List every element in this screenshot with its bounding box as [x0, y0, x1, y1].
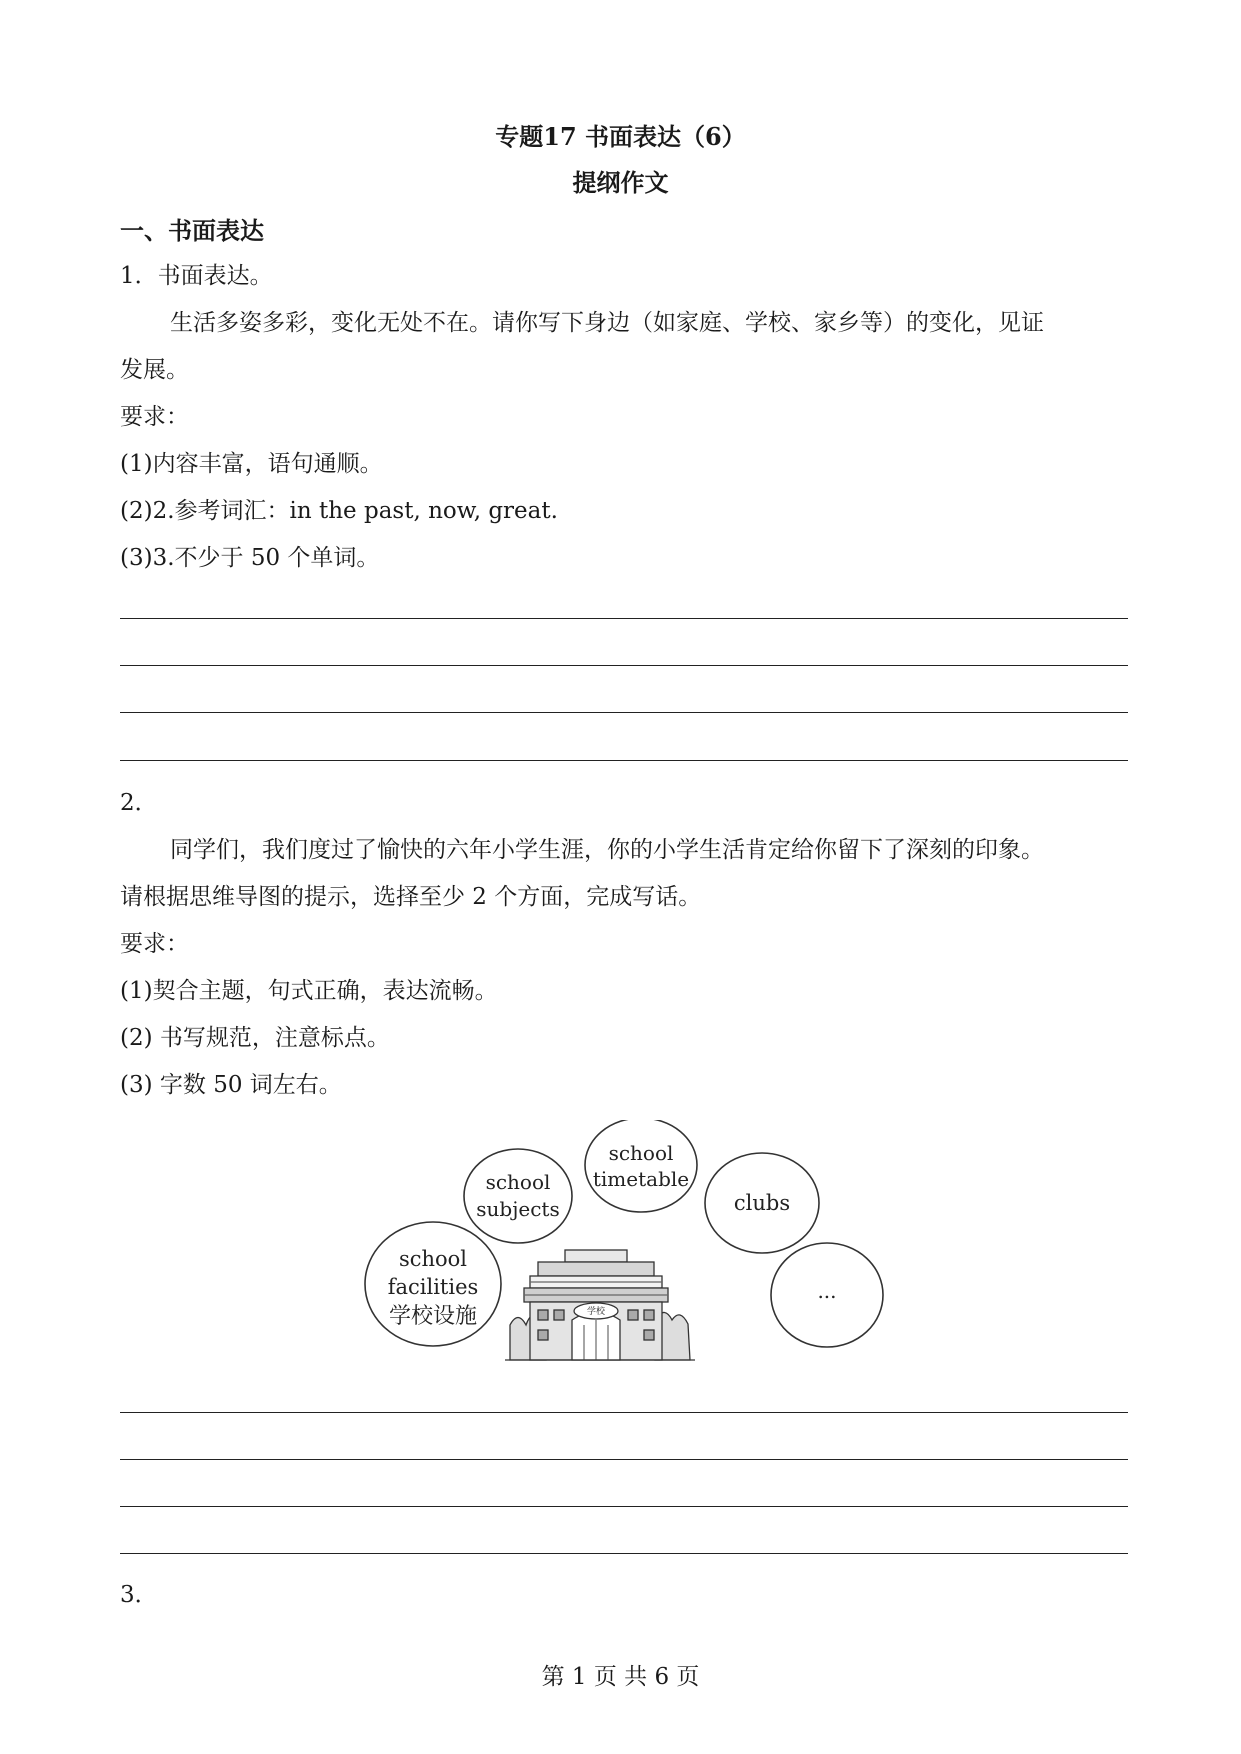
q1-prompt-line2: 发展。 [120, 357, 189, 383]
bubble-subjects-text-2: subjects [476, 1197, 560, 1221]
bubble-timetable-text-1: school [608, 1141, 674, 1165]
q1-requirement-2: (2)2.参考词汇：in the past, now, great. [120, 498, 558, 524]
bubble-facilities-text-1: school [398, 1247, 468, 1271]
q2-answer-line-4[interactable] [120, 1553, 1128, 1554]
q1-answer-line-3[interactable] [120, 712, 1128, 713]
q1-requirement-3: (3)3.不少于 50 个单词。 [120, 545, 380, 571]
page-footer: 第 1 页 共 6 页 [541, 1664, 700, 1690]
bubble-subjects-text-1: school [485, 1170, 551, 1194]
bubble-timetable-text-2: timetable [592, 1167, 690, 1191]
mind-map-diagram [360, 1120, 890, 1370]
q2-number: 2． [120, 790, 158, 816]
q2-prompt-line2: 请根据思维导图的提示，选择至少 2 个方面，完成写话。 [120, 884, 702, 910]
q1-number: 1．书面表达。 [120, 263, 273, 289]
bubble-facilities-text-cn: 学校设施 [388, 1304, 478, 1329]
q1-answer-line-1[interactable] [120, 618, 1128, 619]
bubble-school-subjects [464, 1149, 572, 1243]
bubble-more-text: ... [817, 1279, 837, 1303]
q1-prompt-line1: 生活多姿多彩，变化无处不在。请你写下身边（如家庭、学校、家乡等）的变化，见证 [170, 310, 1044, 336]
bubble-school-timetable [585, 1120, 697, 1212]
bubble-clubs-text: clubs [733, 1191, 791, 1215]
q3-number: 3． [120, 1582, 158, 1608]
school-building-icon [505, 1250, 695, 1360]
q2-answer-line-1[interactable] [120, 1412, 1128, 1413]
q2-prompt-line1: 同学们，我们度过了愉快的六年小学生涯，你的小学生活肯定给你留下了深刻的印象。 [170, 837, 1044, 863]
q2-answer-line-3[interactable] [120, 1506, 1128, 1507]
q2-requirements-label: 要求： [120, 931, 189, 957]
page-subtitle: 提纲作文 [572, 168, 669, 197]
section-heading: 一、书面表达 [120, 216, 264, 245]
q1-answer-line-2[interactable] [120, 665, 1128, 666]
bubble-facilities-text-2: facilities [387, 1275, 479, 1299]
q1-requirements-label: 要求： [120, 404, 189, 430]
q2-requirement-3: (3) 字数 50 词左右。 [120, 1072, 342, 1098]
q2-requirement-1: (1)契合主题，句式正确，表达流畅。 [120, 978, 498, 1004]
q2-requirement-2: (2) 书写规范，注意标点。 [120, 1025, 390, 1051]
page-title: 专题17 书面表达（6） [495, 122, 746, 151]
building-sign-text: 学校 [586, 1307, 606, 1317]
q1-requirement-1: (1)内容丰富，语句通顺。 [120, 451, 383, 477]
q1-answer-line-4[interactable] [120, 760, 1128, 761]
q2-answer-line-2[interactable] [120, 1459, 1128, 1460]
